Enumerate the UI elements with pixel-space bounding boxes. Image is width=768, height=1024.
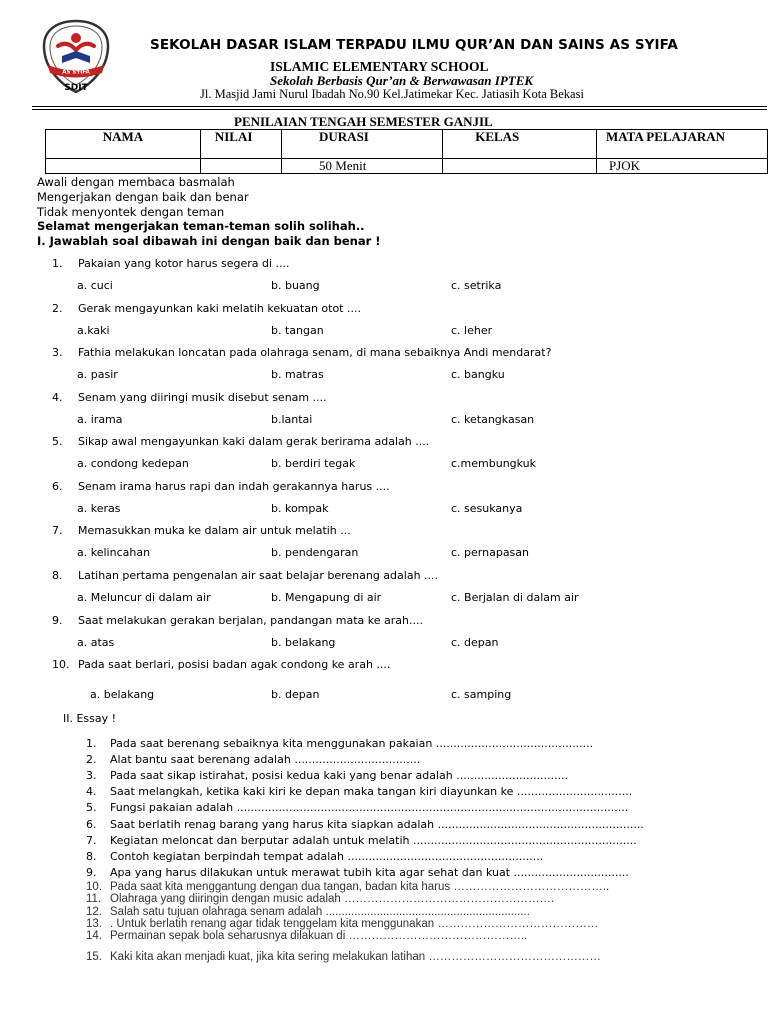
essay-text: Saat melangkah, ketika kaki kiri ke depan maka tangan kiri diayunkan ke ................................. — [110, 785, 633, 798]
instruction-1: Awali dengan membaca basmalah — [37, 175, 235, 189]
header-mata-pelajaran: MATA PELAJARAN — [596, 130, 767, 159]
question-5-option-a[interactable]: a. condong kedepan — [77, 457, 189, 470]
essay-question-14 — [86, 930, 527, 942]
question-number: 7. — [52, 524, 63, 537]
instruction-3: Tidak menyontek dengan teman — [37, 205, 225, 219]
school-name-en: ISLAMIC ELEMENTARY SCHOOL — [270, 59, 489, 74]
essay-number: 3. — [86, 769, 97, 782]
essay-text: Apa yang harus dilakukan untuk merawat tubih kita agar sehat dan kuat ................................. — [110, 866, 629, 879]
nilai-field[interactable] — [200, 159, 281, 174]
question-5 — [52, 435, 429, 448]
essay-question-2 — [86, 753, 420, 766]
nama-field[interactable] — [46, 159, 201, 174]
question-2-option-c[interactable]: c. leher — [451, 324, 493, 337]
essay-text: Pada saat berenang sebaiknya kita menggunakan pakaian ............................................. — [110, 737, 594, 750]
essay-number: 10. — [86, 881, 102, 893]
instruction-2: Mengerjakan dengan baik dan benar — [37, 190, 249, 204]
essay-number: 13. — [86, 918, 102, 930]
info-value-row — [46, 159, 768, 174]
essay-question-1 — [86, 737, 593, 750]
student-info-table — [45, 129, 768, 174]
essay-number: 7. — [86, 834, 97, 847]
question-9-option-c[interactable]: c. depan — [451, 636, 499, 649]
question-7 — [52, 524, 351, 537]
question-9 — [52, 614, 423, 627]
essay-question-9 — [86, 866, 629, 879]
question-text: Sikap awal mengayunkan kaki dalam gerak berirama adalah .... — [78, 435, 430, 448]
question-text: Gerak mengayunkan kaki melatih kekuatan otot .... — [78, 302, 361, 315]
header-kelas: KELAS — [443, 130, 597, 159]
question-8-option-c[interactable]: c. Berjalan di dalam air — [451, 591, 579, 604]
school-logo — [40, 18, 112, 96]
question-text: Fathia melakukan loncatan pada olahraga senam, di mana sebaiknya Andi mendarat? — [78, 346, 552, 359]
instruction-4: Selamat mengerjakan teman-teman solih solihah.. — [37, 219, 365, 233]
essay-number: 2. — [86, 753, 97, 766]
essay-number: 1. — [86, 737, 97, 750]
question-4 — [52, 391, 327, 404]
essay-number: 4. — [86, 785, 97, 798]
school-name: SEKOLAH DASAR ISLAM TERPADU ILMU QUR’AN DAN SAINS AS SYIFA — [150, 37, 678, 53]
essay-question-8 — [86, 850, 543, 863]
question-text: Senam yang diiringi musik disebut senam .... — [78, 391, 327, 404]
question-number: 1. — [52, 257, 63, 270]
question-4-option-b[interactable]: b.lantai — [271, 413, 313, 426]
question-6-option-a[interactable]: a. keras — [77, 502, 121, 515]
essay-text: Contoh kegiatan berpindah tempat adalah ........................................................ — [110, 850, 544, 863]
essay-number: 12. — [86, 906, 102, 918]
question-10 — [52, 658, 390, 671]
question-text: Senam irama harus rapi dan indah gerakannya harus .... — [78, 480, 390, 493]
essay-question-12 — [86, 906, 530, 918]
question-4-option-a[interactable]: a. irama — [77, 413, 123, 426]
question-7-option-a[interactable]: a. kelincahan — [77, 546, 151, 559]
question-1-option-b[interactable]: b. buang — [271, 279, 320, 292]
question-text: Latihan pertama pengenalan air saat belajar berenang adalah .... — [78, 569, 439, 582]
question-1-option-a[interactable]: a. cuci — [77, 279, 113, 292]
question-8 — [52, 569, 438, 582]
question-number: 4. — [52, 391, 63, 404]
essay-question-6 — [86, 818, 644, 831]
essay-question-15 — [86, 951, 601, 963]
question-9-option-a[interactable]: a. atas — [77, 636, 115, 649]
question-7-option-c[interactable]: c. pernapasan — [451, 546, 529, 559]
question-text: Pada saat berlari, posisi badan agak condong ke arah .... — [78, 658, 391, 671]
question-1-option-c[interactable]: c. setrika — [451, 279, 502, 292]
question-2 — [52, 302, 361, 315]
section-1-title: I. Jawablah soal dibawah ini dengan baik dan benar ! — [37, 234, 381, 248]
question-6 — [52, 480, 390, 493]
essay-text: Kaki kita akan menjadi kuat, jika kita sering melakukan latihan ……………………………………… — [110, 951, 601, 963]
question-number: 10. — [52, 658, 70, 671]
essay-number: 11. — [86, 893, 102, 905]
essay-text: Salah satu tujuan olahraga senam adalah ................................................................ — [110, 906, 530, 918]
question-number: 6. — [52, 480, 63, 493]
essay-text: Alat bantu saat berenang adalah .................................... — [110, 753, 421, 766]
mata-pelajaran-value: PJOK — [596, 159, 767, 174]
essay-question-11 — [86, 893, 554, 905]
question-3 — [52, 346, 551, 359]
question-number: 9. — [52, 614, 63, 627]
question-7-option-b[interactable]: b. pendengaran — [271, 546, 359, 559]
essay-text: Olahraga yang diiringin dengan music adalah ………………………………………………. — [110, 893, 555, 905]
question-3-option-c[interactable]: c. bangku — [451, 368, 505, 381]
header-durasi: DURASI — [282, 130, 443, 159]
essay-question-4 — [86, 785, 632, 798]
question-4-option-c[interactable]: c. ketangkasan — [451, 413, 535, 426]
question-text: Saat melakukan gerakan berjalan, pandangan mata ke arah.... — [78, 614, 423, 627]
essay-question-13 — [86, 918, 598, 930]
essay-question-5 — [86, 801, 628, 814]
question-8-option-b[interactable]: b. Mengapung di air — [271, 591, 382, 604]
header-nilai: NILAI — [200, 130, 281, 159]
essay-text: Fungsi pakaian adalah ................................................................................................................ — [110, 801, 629, 814]
question-1 — [52, 257, 290, 270]
question-10-option-b[interactable]: b. depan — [271, 688, 320, 701]
essay-text: Pada saat kita menggantung dengan dua tangan, badan kita harus ………………………………….. — [110, 881, 610, 893]
essay-question-7 — [86, 834, 637, 847]
question-10-option-c[interactable]: c. samping — [451, 688, 512, 701]
exam-title: PENILAIAN TENGAH SEMESTER GANJIL — [234, 114, 493, 129]
question-number: 2. — [52, 302, 63, 315]
question-number: 8. — [52, 569, 63, 582]
info-header-row — [46, 130, 768, 159]
school-tagline: Sekolah Berbasis Qur’an & Berwawasan IPTEK — [270, 73, 534, 88]
logo-ribbon-text: AS SYIFA — [62, 69, 90, 76]
question-6-option-b[interactable]: b. kompak — [271, 502, 329, 515]
essay-text: Saat berlatih renag barang yang harus kita siapkan adalah ........................................................... — [110, 818, 644, 831]
essay-number: 6. — [86, 818, 97, 831]
school-address: Jl. Masjid Jami Nurul Ibadah No.90 Kel.Jatimekar Kec. Jatiasih Kota Bekasi — [200, 87, 584, 101]
essay-text: . Untuk berlatih renang agar tidak tenggelam kita menggunakan …………………………………… — [110, 918, 599, 930]
question-text: Pakaian yang kotor harus segera di .... — [78, 257, 290, 270]
essay-question-3 — [86, 769, 568, 782]
essay-text: Pada saat sikap istirahat, posisi kedua kaki yang benar adalah ................................ — [110, 769, 569, 782]
durasi-value: 50 Menit — [282, 159, 443, 174]
question-9-option-b[interactable]: b. belakang — [271, 636, 336, 649]
question-2-option-b[interactable]: b. tangan — [271, 324, 324, 337]
kelas-field[interactable] — [443, 159, 597, 174]
question-3-option-a[interactable]: a. pasir — [77, 368, 118, 381]
logo-sdit-text: SDIT — [64, 83, 88, 93]
question-number: 3. — [52, 346, 63, 359]
question-10-option-a[interactable]: a. belakang — [90, 688, 155, 701]
essay-text: Kegiatan meloncat dan berputar adalah untuk melatih ................................................................ — [110, 834, 637, 847]
question-8-option-a[interactable]: a. Meluncur di dalam air — [77, 591, 211, 604]
essay-number: 8. — [86, 850, 97, 863]
question-2-option-a[interactable]: a.kaki — [77, 324, 110, 337]
question-text: Memasukkan muka ke dalam air untuk melatih ... — [78, 524, 351, 537]
essay-number: 15. — [86, 951, 102, 963]
question-5-option-b[interactable]: b. berdiri tegak — [271, 457, 356, 470]
essay-number: 5. — [86, 801, 97, 814]
header-divider-thin — [32, 109, 767, 110]
header-divider — [32, 106, 767, 107]
question-6-option-c[interactable]: c. sesukanya — [451, 502, 523, 515]
question-number: 5. — [52, 435, 63, 448]
essay-question-10 — [86, 881, 609, 893]
essay-text: Permainan sepak bola seharusnya dilakuan di ……………………………………….. — [110, 930, 528, 942]
essay-number: 14. — [86, 930, 102, 942]
section-2-title: II. Essay ! — [63, 712, 117, 725]
header-nama: NAMA — [46, 130, 201, 159]
question-5-option-c[interactable]: c.membungkuk — [451, 457, 537, 470]
question-3-option-b[interactable]: b. matras — [271, 368, 324, 381]
essay-number: 9. — [86, 866, 97, 879]
